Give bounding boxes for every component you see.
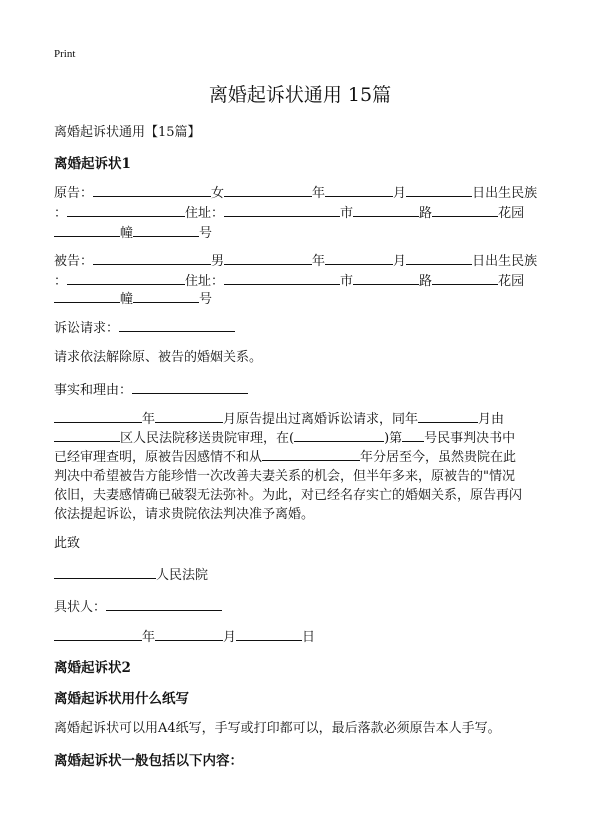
facts-para-line-6: 依法提起诉讼，请求贵院依法判决准予离婚。 <box>54 507 315 522</box>
facts-para-line-1: 年 月原告提出过离婚诉讼请求，同年 月由 <box>54 408 504 427</box>
plaintiff-line-1: 原告： 女 年 月 日出生民族 <box>54 182 537 201</box>
defendant-line-1: 被告： 男 年 月 日出生民族 <box>54 250 537 269</box>
claims-text: 请求依法解除原、被告的婚姻关系。 <box>54 350 263 365</box>
closing-text: 此致 <box>54 536 81 551</box>
facts-para-line-2: 区人民法院移送贵院审理，在( )第 号民事判决书中 <box>54 427 515 446</box>
defendant-line-2: ： 住址： 市 路 花园 <box>54 270 524 289</box>
section-heading-1: 离婚起诉状1 <box>54 156 131 172</box>
question-heading: 离婚起诉状用什么纸写 <box>54 691 189 707</box>
plaintiff-line-3: 幢 号 <box>54 222 212 241</box>
signer-line: 具状人： <box>54 596 222 615</box>
claims-line: 诉讼请求： <box>54 317 235 336</box>
defendant-line-3: 幢 号 <box>54 288 212 307</box>
document-subtitle: 离婚起诉状通用【15篇】 <box>54 125 201 140</box>
plaintiff-line-2: ： 住址： 市 路 花园 <box>54 202 524 221</box>
date-line: 年 月 日 <box>54 626 315 645</box>
facts-line: 事实和理由： <box>54 379 248 398</box>
facts-para-line-3: 已经审理查明，原被告因感情不和从 年分居至今，虽然贵院在此 <box>54 446 516 465</box>
document-title: 离婚起诉状通用 15篇 <box>208 84 392 106</box>
question-answer: 离婚起诉状可以用A4纸写，手写或打印都可以，最后落款必须原告本人手写。 <box>54 721 501 736</box>
contents-heading: 离婚起诉状一般包括以下内容： <box>54 753 243 769</box>
section-heading-2: 离婚起诉状2 <box>54 660 131 676</box>
print-label: Print <box>54 48 76 60</box>
court-line: 人民法院 <box>54 564 208 583</box>
facts-para-line-4: 判决中希望被告方能珍惜一次改善夫妻关系的机会，但半年多来，原被告的"情况 <box>54 469 515 484</box>
facts-para-line-5: 依旧，夫妻感情确已破裂无法弥补。为此，对已经名存实亡的婚姻关系，原告再闪 <box>54 488 523 503</box>
